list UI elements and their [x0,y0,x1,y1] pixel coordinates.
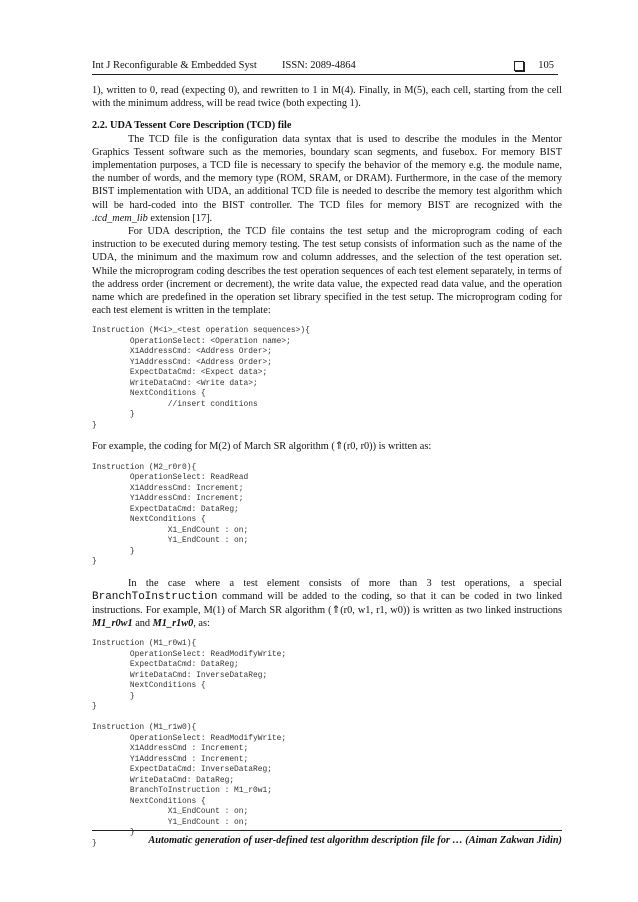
instruction-name-1: M1_r0w1 [92,618,133,630]
running-header [92,60,558,75]
tcd-paragraph [92,133,562,225]
branch-command: BranchToInstruction [92,590,218,603]
branch-paragraph-mid: command will be added to the coding, so that it can be coded in two linked instructions. For example, M(1) of March SR algorithm (⇑(r0, w1, r1, w0)) is written as two linked instructions [92,590,562,617]
code-example-m2: Instruction (M2_r0r0){ OperationSelect: ReadRead X1AddressCmd: Increment; Y1AddressCmd: Increment; ExpectDataCmd: DataReg; NextConditions { X1_EndCount : on; Y1_EndCount : on; } } [92,462,249,567]
intro-paragraph: 1), written to 0, read (expecting 0), and rewritten to 1 in M(4). Finally, in M(5), each cell, starting from the cell with the minimum address, will be read twice (both expecting 1). [92,85,562,110]
example1-paragraph: For example, the coding for M(2) of March SR algorithm (⇑(r0, r0)) is written as: [92,441,432,453]
tcd-paragraph-end: extension [17]. [147,212,213,224]
issn-label: ISSN: 2089-4864 [282,60,356,71]
code-template: Instruction (M<i>_<test operation sequences>){ OperationSelect: <Operation name>; X1AddressCmd: <Address Order>; Y1AddressCmd: <Address Order>; ExpectDataCmd: <Expect data>; WriteDataCmd: <Write data>; NextConditions { //insert conditions } } [92,326,310,430]
section-heading: 2.2. UDA Tessent Core Description (TCD) file [92,120,292,132]
branch-paragraph [92,577,562,631]
paper-body [92,84,562,849]
instruction-name-2: M1_r1w0 [152,618,194,630]
branch-and: and [132,618,153,630]
page-number: 105 [538,60,554,71]
running-footer: Automatic generation of user-defined test algorithm description file for … (Aiman Zakwan Jidin) [92,830,562,846]
uda-paragraph: For UDA description, the TCD file contains the test setup and the microprogram coding of each instruction to be executed during memory testing. The test setup consists of information such as the name of the UDA, the minimum and the maximum row and column addresses, and the selection of the test operation set. While the microprogram coding describes the test operation sequences of each test element separately, in terms of the address order (increment or decrement), the write data value, the expected read data value, and the operation name which are predefined in the operation set library specified in the test setup. The microprogram coding for each test element is written in the template: [92,226,562,317]
branch-paragraph-text: In the case where a test element consists of more than 3 test operations, a special [128,577,562,589]
code-example-m1: Instruction (M1_r0w1){ OperationSelect: ReadModifyWrite; ExpectDataCmd: DataReg; WriteDataCmd: InverseDataReg; NextConditions { } } Instruction (M1_r1w0){ OperationSelect: ReadModifyWrite; X1AddressCmd : Increment; Y1AddressCmd : Increment; ExpectDataCmd: InverseDataReg; WriteDataCmd: DataReg; BranchToInstruction : M1_r0w1; NextConditions { X1_EndCount : on; Y1_EndCount : on; } } [92,639,287,848]
tcd-paragraph-text: The TCD file is the configuration data syntax that is used to describe the modules in the Mentor Graphics Tessent software such as the memories, boundary scan segments, and fusebox. For memory BIST implementation purposes, a TCD file is necessary to specify the behavior of the memory e.g. the module name, the number of words, and the memory type (ROM, SRAM, or DRAM). Furthermore, in the case of the memory BIST implementation with UDA, an additional TCD file is needed to describe the memory test algorithm which will be hard-coded into the BIST controller. The TCD files for memory BIST are recognized with the [92,133,562,211]
checkbox-square-icon [514,61,524,71]
branch-paragraph-end: , as: [193,618,210,630]
tcd-extension: .tcd_mem_lib [92,212,148,224]
journal-name: Int J Reconfigurable & Embedded Syst [92,60,257,71]
